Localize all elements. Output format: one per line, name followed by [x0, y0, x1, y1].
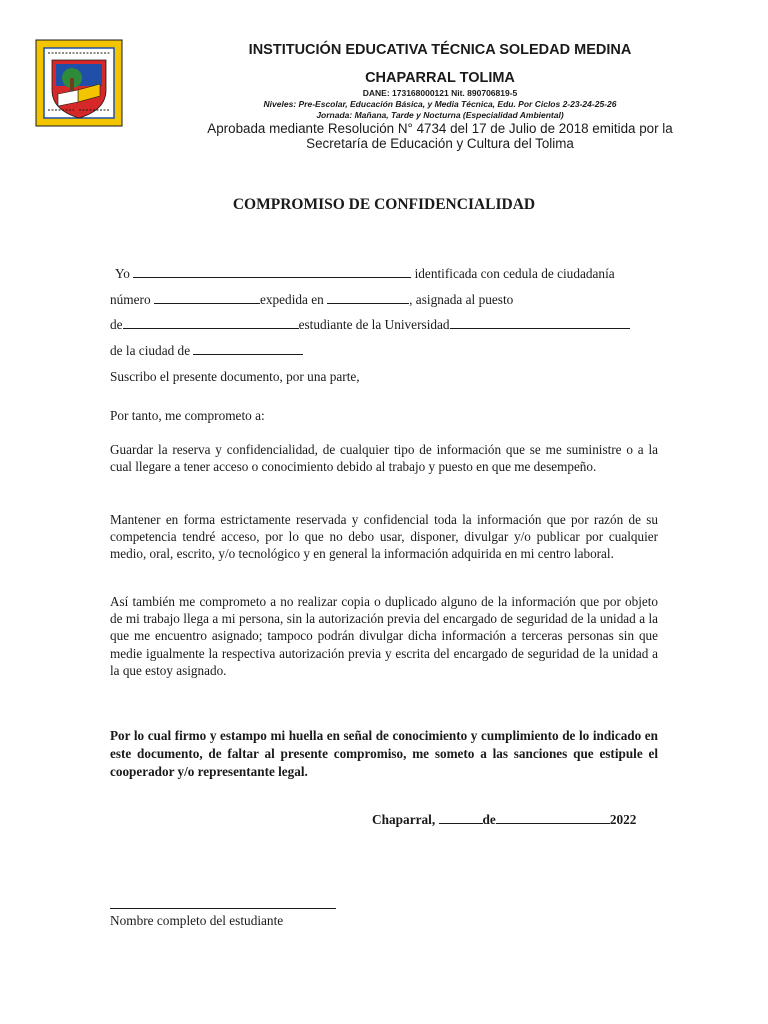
- jornada-line: Jornada: Mañana, Tarde y Nocturna (Especialidad Ambiental): [316, 110, 564, 120]
- form-line-numero: [110, 292, 513, 308]
- year-label: 2022: [609, 812, 637, 827]
- por-tanto-line: Por tanto, me comprometo a:: [110, 408, 265, 423]
- identificada-label: identificada con cedula de ciudadanía: [414, 266, 615, 281]
- place-label: Chaparral,: [372, 812, 436, 827]
- resolution-line-2: Secretaría de Educación y Cultura del Tolima: [306, 136, 574, 151]
- day-blank-field[interactable]: [439, 812, 483, 824]
- paragraph-copia: Así también me comprometo a no realizar copia o duplicado alguno de la información que por objeto de mi trabajo llega a mi persona, sin la autorización previa del encargado de seguridad de la unidad a la que me encuentro asignado; tampoco podrán divulgar dicha información a terceras personas sin que medie igualmente la respectiva autorización previa y escrita del encargado de seguridad de la unidad a la que estoy asignado.: [110, 594, 658, 678]
- university-blank-field[interactable]: [450, 317, 630, 329]
- resolution-line-1: Aprobada mediante Resolución N° 4734 del 17 de Julio de 2018 emitida por la: [207, 121, 673, 136]
- de-month-label: de: [482, 812, 496, 827]
- niveles-line: Niveles: Pre-Escolar, Educación Básica, y Media Técnica, Edu. Por Ciclos 2-23-24-25-26: [263, 99, 617, 109]
- dane-nit: DANE: 173168000121 Nit. 890706819-5: [362, 88, 518, 98]
- yo-label: Yo: [115, 266, 130, 281]
- city-blank-field[interactable]: [193, 343, 303, 355]
- issued-place-blank-field[interactable]: [327, 292, 409, 304]
- form-line-ciudad: [110, 343, 303, 359]
- paragraph-reserva: Guardar la reserva y confidencialidad, de cualquier tipo de información que se me suministre o a la cual llegare a tener acceso o conocimiento debido al trabajo y puesto en que me desempeño.: [110, 442, 658, 475]
- document-title: COMPROMISO DE CONFIDENCIALIDAD: [232, 196, 536, 213]
- suscribo-line: Suscribo el presente documento, por una parte,: [110, 369, 360, 384]
- asignada-label: , asignada al puesto: [409, 292, 514, 307]
- id-number-blank-field[interactable]: [154, 292, 260, 304]
- ciudad-label: de la ciudad de: [110, 343, 191, 358]
- paragraph-mantener: Mantener en forma estrictamente reservada y confidencial toda la información que por razón de su competencia tendré acceso, por lo que no debo usar, disponer, divulgar y/o publicar por cualquier medio, oral, escrito, y/o tecnológico y en general la información adquirida en mi centro laboral.: [110, 512, 658, 562]
- signature-line[interactable]: [110, 908, 336, 909]
- form-line-de: [110, 317, 630, 333]
- month-blank-field[interactable]: [496, 812, 610, 824]
- place-date-line: [372, 812, 636, 828]
- signature-label: Nombre completo del estudiante: [110, 913, 284, 928]
- name-blank-field[interactable]: [133, 266, 411, 278]
- numero-label: número: [110, 292, 151, 307]
- form-line-yo: [115, 266, 615, 282]
- de-label: de: [110, 317, 123, 332]
- institution-city: CHAPARRAL TOLIMA: [365, 70, 515, 86]
- universidad-label: estudiante de la Universidad: [298, 317, 450, 332]
- school-shield-logo-icon: [34, 38, 124, 128]
- expedida-label: expedida en: [259, 292, 324, 307]
- position-blank-field[interactable]: [123, 317, 299, 329]
- paragraph-firma: Por lo cual firmo y estampo mi huella en señal de conocimiento y cumplimiento de lo indicado en este documento, de faltar al presente compromiso, me someto a las sanciones que estipule el cooperador y/o representante legal.: [110, 728, 658, 779]
- institution-name: INSTITUCIÓN EDUCATIVA TÉCNICA SOLEDAD MEDINA: [248, 42, 632, 58]
